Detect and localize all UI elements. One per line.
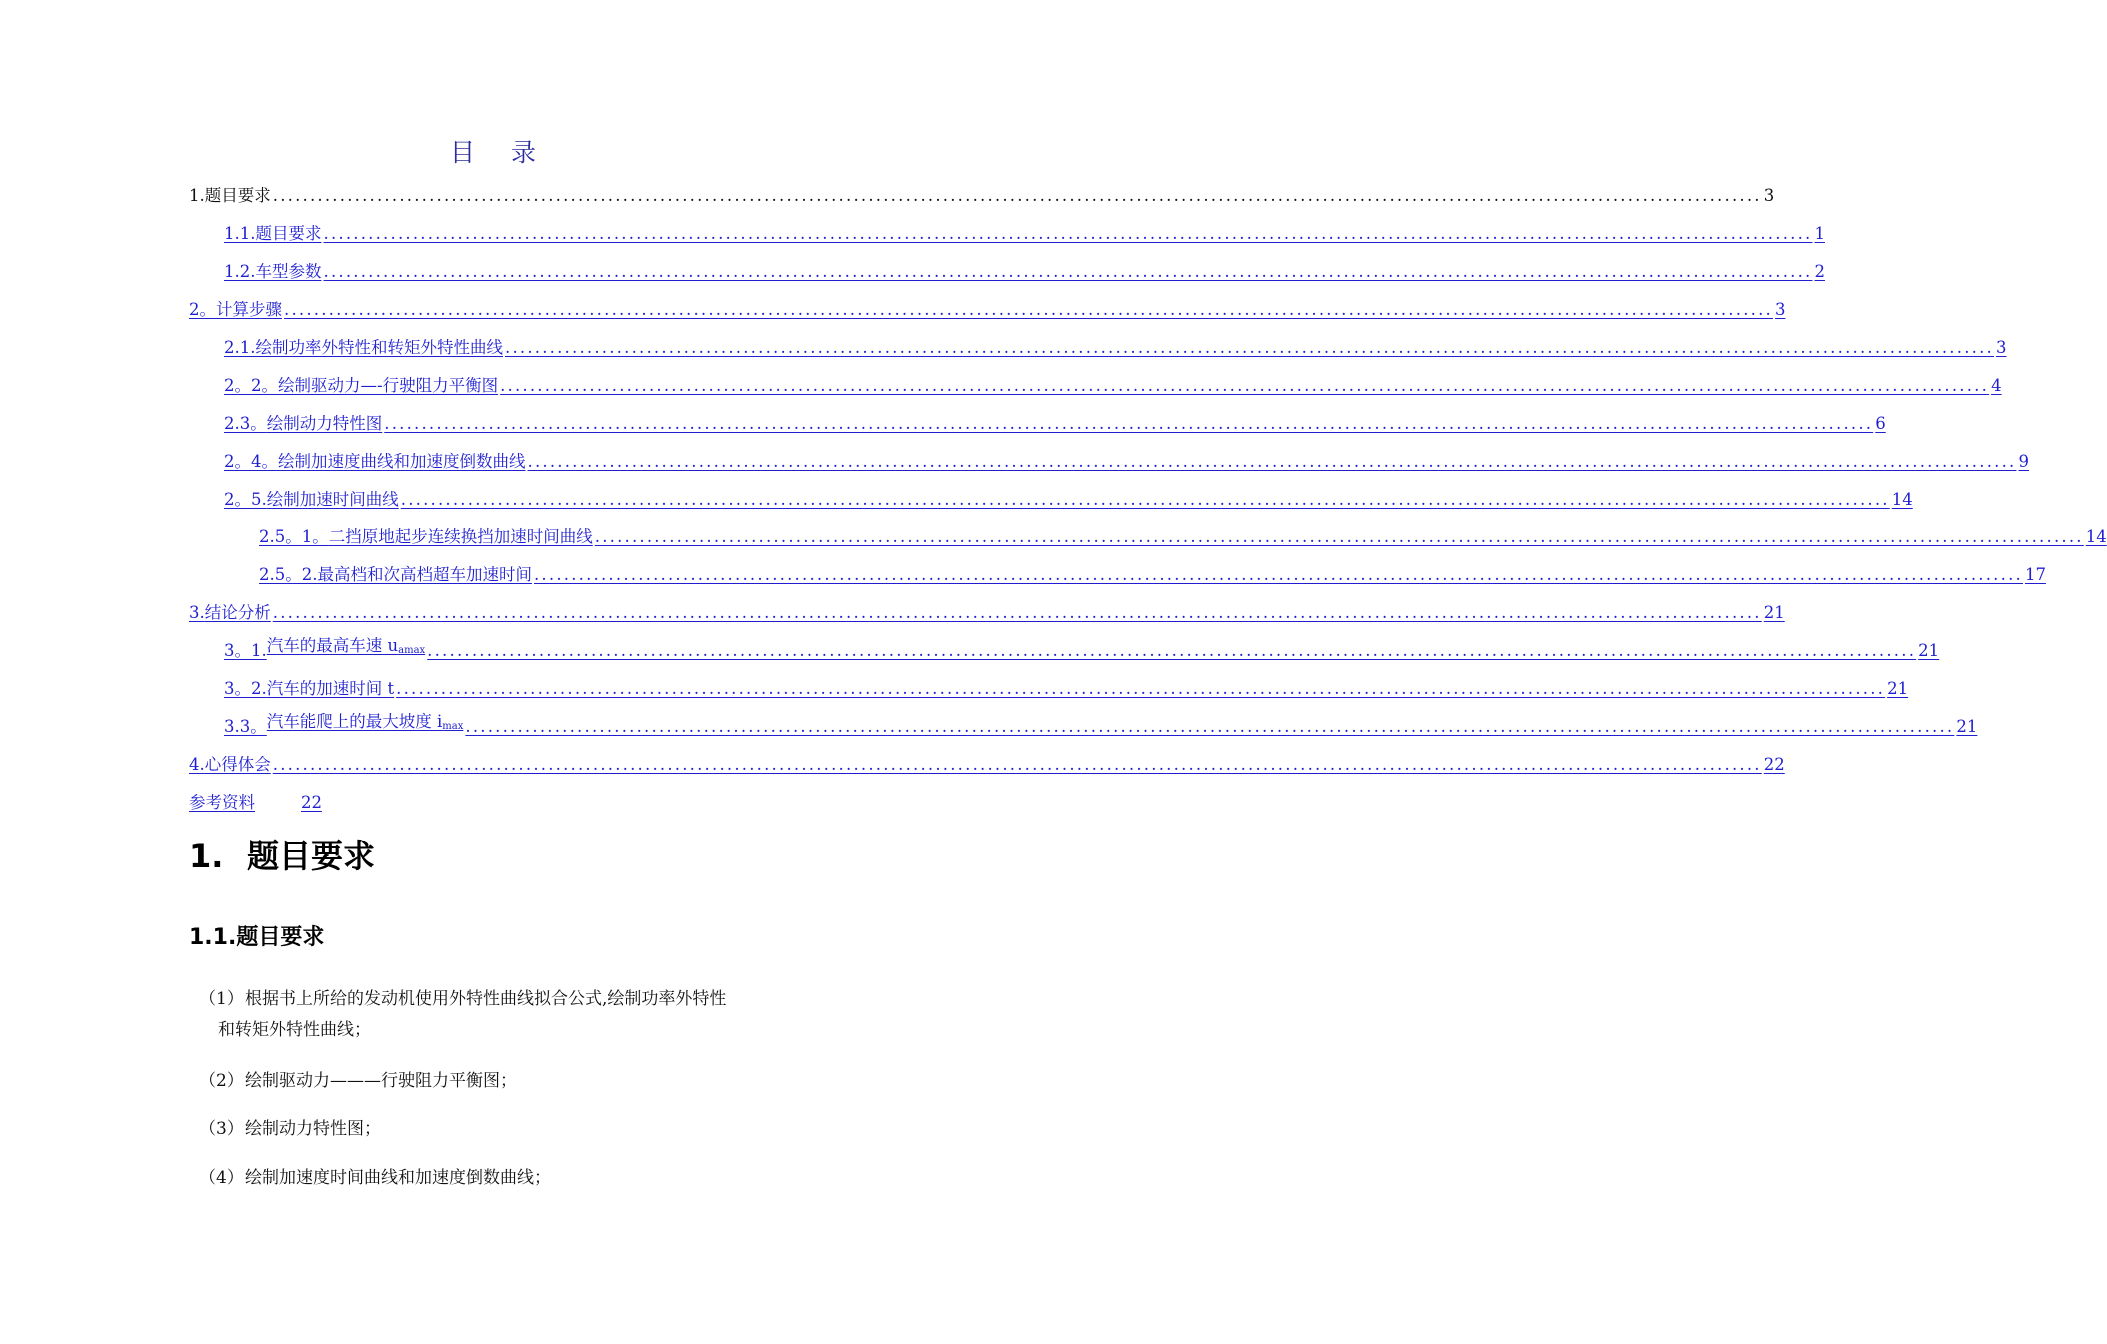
- subscript: max: [442, 721, 464, 732]
- toc-entry-2-5-2[interactable]: [259, 555, 2046, 585]
- toc-entry-text: 汽车能爬上的最大坡度 $i_{max}$: [266, 712, 464, 732]
- toc-entry-page: 3: [1763, 186, 1775, 205]
- toc-entry-page: 3: [1774, 300, 1786, 319]
- toc-entry-number: 2。: [189, 300, 216, 319]
- toc-entry-4[interactable]: [189, 745, 1785, 775]
- toc-entry-page: 14: [2085, 527, 2107, 546]
- toc-entry-number: 4.: [189, 755, 205, 774]
- requirement-text-continued: 和转矩外特性曲线；: [218, 1020, 371, 1040]
- requirement-number: （3）: [199, 1119, 244, 1139]
- toc-entry-3-3[interactable]: [224, 707, 1978, 737]
- toc-leader-dots: ........................................................................................................................................................................................................: [505, 338, 1994, 357]
- requirement-item: [199, 1114, 381, 1145]
- toc-entry-page: 17: [2024, 565, 2046, 584]
- toc-entry-2-3[interactable]: [224, 404, 1886, 434]
- toc-leader-dots: ........................................................................................................................................................................................................: [323, 224, 1813, 243]
- toc-entry-text: 绘制动力特性图: [266, 414, 383, 433]
- toc-entry-text: 参考资料: [189, 793, 255, 812]
- toc-entry-1-2[interactable]: [224, 252, 1825, 282]
- toc-entry-text: 最高档和次高档超车加速时间: [317, 565, 532, 584]
- toc-entry-2-5[interactable]: [224, 480, 1913, 510]
- toc-entry-2-4[interactable]: [224, 442, 2029, 472]
- toc-entry-2[interactable]: [189, 290, 1786, 320]
- toc-entry-text: 结论分析: [204, 603, 271, 622]
- toc-entry-number: 2。2。: [224, 376, 278, 395]
- toc-entry-number: 1.1.: [224, 224, 256, 243]
- toc-entry-number: 1.2.: [224, 262, 256, 281]
- toc-leader-dots: ........................................................................................................................................................................................................: [400, 490, 1890, 509]
- requirement-text: 绘制驱动力———行驶阻力平衡图；: [245, 1071, 517, 1091]
- toc-entry-page: 21: [1956, 717, 1978, 736]
- requirement-item: [199, 1066, 517, 1097]
- section-number: 1.: [189, 837, 224, 875]
- toc-entry-number: 2.1.: [224, 338, 256, 357]
- toc-leader-dots: ........................................................................................................................................................................................................: [284, 300, 1773, 319]
- toc-entry-text: 绘制功率外特性和转矩外特性曲线: [255, 338, 503, 357]
- requirement-number: （1）: [199, 989, 244, 1009]
- requirement-text: 绘制加速度时间曲线和加速度倒数曲线；: [245, 1168, 551, 1188]
- toc-entry-page: 1: [1814, 224, 1825, 243]
- toc-leader-dots: ........................................................................................................................................................................................................: [465, 717, 1955, 736]
- toc-entry-page: 2: [1814, 262, 1825, 281]
- section-title: 题目要求: [247, 837, 376, 875]
- toc-entry-number: 1.: [189, 186, 205, 205]
- toc-leader-dots: ........................................................................................................................................................................................................: [272, 186, 1762, 205]
- toc-leader-dots: ........................................................................................................................................................................................................: [594, 527, 2084, 546]
- toc-entry-page: 22: [301, 793, 322, 812]
- toc-entry-text: 车型参数: [255, 262, 322, 281]
- toc-entry-page: 21: [1887, 679, 1909, 698]
- toc-entry-text: 心得体会: [204, 755, 271, 774]
- toc-leader-dots: ........................................................................................................................................................................................................: [527, 452, 2017, 471]
- toc-title: 目 录: [450, 138, 550, 167]
- toc-entry-number: 2.3。: [224, 414, 267, 433]
- toc-leader-dots: ........................................................................................................................................................................................................: [533, 565, 2023, 584]
- toc-entry-text: 绘制加速度曲线和加速度倒数曲线: [278, 452, 526, 471]
- toc-entry-number: 2。5.: [224, 490, 267, 509]
- requirement-number: （4）: [199, 1168, 244, 1188]
- toc-entry-number: 2.5。2.: [259, 565, 318, 584]
- toc-entry-text: 题目要求: [204, 186, 271, 205]
- toc-entry-3-1[interactable]: [224, 631, 1940, 661]
- toc-entry-2-5-1[interactable]: [259, 517, 2107, 547]
- toc-entry-1-1[interactable]: [224, 214, 1825, 244]
- requirement-number: （2）: [199, 1071, 244, 1091]
- toc-leader-dots: ........................................................................................................................................................................................................: [272, 603, 1762, 622]
- toc-entry-3-2[interactable]: [224, 669, 1909, 699]
- toc-entry-1[interactable]: [189, 176, 1775, 206]
- subscript: amax: [398, 645, 426, 656]
- toc-entry-page: 3: [1995, 338, 2007, 357]
- toc-entry-page: 14: [1891, 490, 1913, 509]
- toc-entry-page: 21: [1763, 603, 1785, 622]
- requirement-text: 根据书上所给的发动机使用外特性曲线拟合公式,绘制功率外特性: [245, 989, 727, 1009]
- toc-entry-number: 2.5。1。: [259, 527, 329, 546]
- toc-leader-dots: ........................................................................................................................................................................................................: [323, 262, 1813, 281]
- toc-entry-page: 4: [1991, 376, 2002, 395]
- toc-leader-dots: ........................................................................................................................................................................................................: [427, 641, 1917, 660]
- toc-leader-dots: ........................................................................................................................................................................................................: [500, 376, 1990, 395]
- toc-entry-number: 3。2.: [224, 679, 267, 698]
- toc-entry-number: 3.: [189, 603, 205, 622]
- toc-entry-2-1[interactable]: [224, 328, 2007, 358]
- toc-entry-2-2[interactable]: [224, 366, 2002, 396]
- toc-entry-text: 二挡原地起步连续换挡加速时间曲线: [328, 527, 593, 546]
- toc-leader-dots: ........................................................................................................................................................................................................: [396, 679, 1886, 698]
- requirement-item: [199, 984, 726, 1046]
- toc-entry-page: 6: [1875, 414, 1886, 433]
- section-heading: [189, 831, 375, 877]
- toc-entry-3[interactable]: [189, 593, 1785, 623]
- toc-entry-text: 汽车的加速时间 t: [266, 679, 395, 698]
- requirement-item: [199, 1163, 551, 1194]
- toc-entry-page: 22: [1763, 755, 1785, 774]
- toc-leader-dots: ........................................................................................................................................................................................................: [272, 755, 1762, 774]
- toc-entry-text: 题目要求: [255, 224, 322, 243]
- toc-entry-text: 计算步骤: [216, 300, 282, 319]
- requirement-text: 绘制动力特性图；: [245, 1119, 381, 1139]
- toc-leader-dots: ........................................................................................................................................................................................................: [384, 414, 1874, 433]
- toc-entry-text: 绘制驱动力—-行驶阻力平衡图: [278, 376, 499, 395]
- subsection-heading: 1.1.题目要求: [189, 925, 325, 950]
- toc-entry-text: 汽车的最高车速 $u_{amax}$: [266, 636, 426, 656]
- toc-entry-references[interactable]: [189, 783, 389, 813]
- toc-entry-page: 21: [1918, 641, 1940, 660]
- toc-entry-number: 3.3。: [224, 717, 267, 736]
- toc-entry-number: 3。1.: [224, 641, 267, 660]
- toc-entry-number: 2。4。: [224, 452, 278, 471]
- toc-entry-text: 绘制加速时间曲线: [266, 490, 399, 509]
- toc-entry-page: 9: [2018, 452, 2029, 471]
